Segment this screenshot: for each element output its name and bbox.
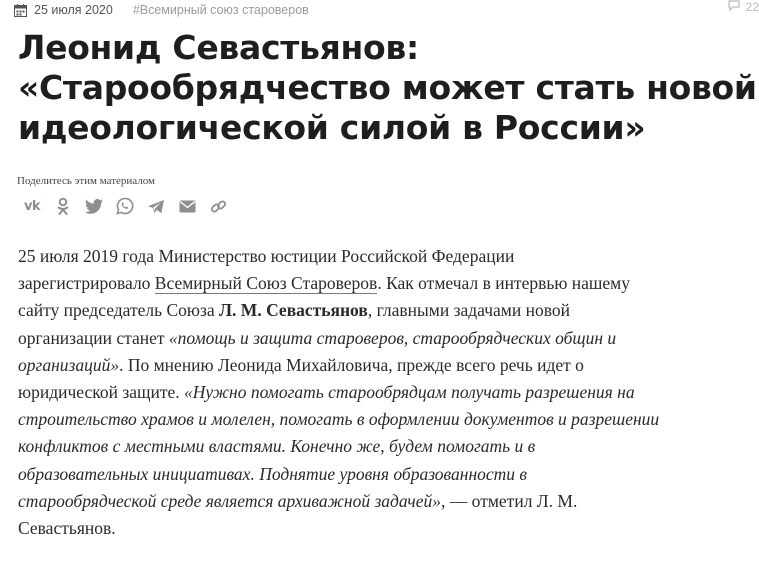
comment-icon xyxy=(728,0,740,14)
text-run: , главными задачами новой xyxy=(367,300,570,321)
text-run: зарегистрировало xyxy=(18,273,155,294)
whatsapp-icon[interactable] xyxy=(115,196,135,216)
text-line xyxy=(18,352,759,379)
text-line xyxy=(18,297,759,324)
publish-date: 25 июля 2020 xyxy=(34,3,113,17)
share-label: Поделитесь этим материалом xyxy=(17,175,155,187)
quote-text: «Нужно помогать старообрядцам получать разрешения на xyxy=(184,382,635,403)
quote-text: строительство храмов и молелен, помогать в оформлении документов и разрешении xyxy=(18,409,660,430)
text-line xyxy=(18,515,759,542)
article-title xyxy=(18,28,758,148)
person-name: Л. М. Севастьянов xyxy=(219,300,368,321)
text-line xyxy=(18,325,759,352)
title-line: «Старообрядчество может стать новой xyxy=(18,68,757,107)
text-line xyxy=(18,379,759,406)
vk-icon[interactable]: vk xyxy=(23,198,41,214)
title-line: идеологической силой в России» xyxy=(18,108,646,147)
quote-text: «помощь и защита староверов, старообрядческих общин и xyxy=(168,327,617,348)
share-buttons xyxy=(22,196,228,216)
text-line xyxy=(18,270,759,297)
text-run: организации станет xyxy=(18,327,169,348)
text-line xyxy=(18,406,759,433)
text-run: 25 июля 2019 года Министерство юстиции Российской Федерации xyxy=(18,246,515,266)
article-body xyxy=(18,243,759,542)
comments-counter[interactable] xyxy=(728,0,759,14)
quote-text: конфликтов с местными властями. Конечно же, будем помогать и в xyxy=(18,436,536,457)
text-run: юридической защите. xyxy=(18,382,185,403)
text-run: Севастьянов. xyxy=(18,518,116,539)
text-run: . Как отмечал в интервью нашему xyxy=(377,273,630,294)
odnoklassniki-icon[interactable] xyxy=(53,196,73,216)
text-line xyxy=(18,243,759,270)
article-tag-link[interactable]: #Всемирный союз староверов xyxy=(132,3,309,17)
text-line xyxy=(18,461,759,488)
text-run: , — отметил Л. М. xyxy=(441,490,578,511)
quote-text: образовательных инициативах. Поднятие уровня образованности в xyxy=(18,463,528,484)
article-meta xyxy=(14,0,759,20)
text-line xyxy=(18,488,759,515)
email-icon[interactable] xyxy=(177,196,197,216)
twitter-icon[interactable] xyxy=(84,196,104,216)
quote-text: организаций» xyxy=(18,354,120,375)
text-run: сайту председатель Союза xyxy=(18,300,220,321)
union-link[interactable]: Всемирный Союз Староверов xyxy=(154,273,378,294)
title-line: Леонид Севастьянов: xyxy=(18,28,419,67)
article-paragraph xyxy=(18,243,759,542)
quote-text: старообрядческой среде является архиважной задачей» xyxy=(18,490,442,511)
text-run: . По мнению Леонида Михайловича, прежде всего речь идет о xyxy=(119,354,584,375)
comments-count: 22 xyxy=(745,0,759,14)
link-icon[interactable] xyxy=(208,196,228,216)
text-line xyxy=(18,433,759,460)
telegram-icon[interactable] xyxy=(146,196,166,216)
calendar-icon xyxy=(14,4,27,17)
